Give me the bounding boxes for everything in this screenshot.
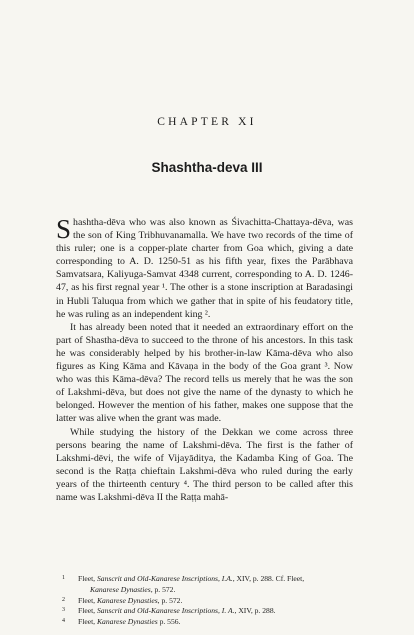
chapter-title: Shashtha-deva III: [151, 160, 263, 175]
drop-cap: S: [56, 214, 72, 244]
footnote-ref: , p. 572.: [150, 584, 176, 594]
footnote-marker: 1: [62, 575, 65, 581]
footnote-source: Kanarese Dynasties: [90, 584, 151, 594]
footnote-marker: 2: [62, 596, 65, 603]
footnote-source: Sanscrit and Old-Kanarese Inscriptions, I. A.: [96, 606, 235, 616]
footnote-1: [62, 574, 362, 596]
footnote-ref: p. 556.: [157, 617, 181, 627]
footnote-4: [62, 617, 362, 628]
body-text: [56, 216, 353, 504]
paragraph-3: While studying the history of the Dekkan we come across three persons bearing the name of Lakshmi-dēva. The first is the father of Lakshmi-dēvi, the wife of Vijayāditya, the Kadamba King of Goa. The second is the Raṭṭa chieftain Lakshmi-dēva who ruled during the early years of the thirteenth century ⁴. The third person to be called after this name was Lakshmi-dēva II the Raṭṭa mahā-: [56, 426, 353, 503]
footnote-source: Kanarese Dynasties: [96, 595, 158, 605]
footnotes: [62, 574, 362, 628]
paragraph-1-text: hashtha-dēva who was also known as Śivachitta-Chattaya-dēva, was the son of King Tribhuvanamalla. We have two records of the time of this ruler; one is a copper-plate charter from Goa which, giving a date corresponding to A. D. 1250-51 as his fifth year, fixes the Parābhava Samvatsara, Kaliyuga-Samvat 4348 current, corresponding to A. D. 1246-47, as his first regnal year ¹. The other is a stone inscription at Baradasingi in Hubli Taluqua from which we gather that in spite of his feudatory title, he was ruling as an independent king ².: [56, 217, 353, 320]
footnote-ref: , XIV, p. 288. Cf. Fleet,: [232, 574, 305, 583]
footnote-author: Fleet,: [78, 574, 97, 583]
paragraph-1: [56, 216, 353, 321]
footnote-3: [62, 606, 362, 617]
footnote-ref: , XIV, p. 288.: [234, 606, 276, 616]
footnote-author: Fleet,: [78, 617, 97, 627]
footnote-source: Kanarese Dynasties: [96, 617, 158, 627]
footnote-source: Sanscrit and Old-Kanarese Inscriptions, I.A.: [96, 574, 233, 583]
paragraph-2: It has already been noted that it needed an extraordinary effort on the part of Shastha-dēva to succeed to the throne of his ancestors. In this task he was considerably helped by his brother-in-law Kāma-dēva who also figures as King Kāma and Kāvaṇa in the body of the Goa grant ³. Now who was this Kāma-dēva? The record tells us merely that he was the son of Lakshmi-dēva, but does not give the name of the dynasty to which he belonged. However the mention of his father, makes one suppose that the latter was alive when the grant was made.: [56, 321, 353, 425]
footnote-author: Fleet,: [78, 606, 97, 616]
footnote-author: Fleet,: [78, 595, 97, 605]
footnote-continuation: [78, 585, 362, 596]
footnote-marker: 4: [62, 618, 65, 625]
footnote-ref: , p. 572.: [157, 595, 183, 605]
footnote-2: [62, 596, 362, 607]
footnote-marker: 3: [62, 607, 65, 614]
chapter-heading: CHAPTER XI: [157, 116, 257, 128]
